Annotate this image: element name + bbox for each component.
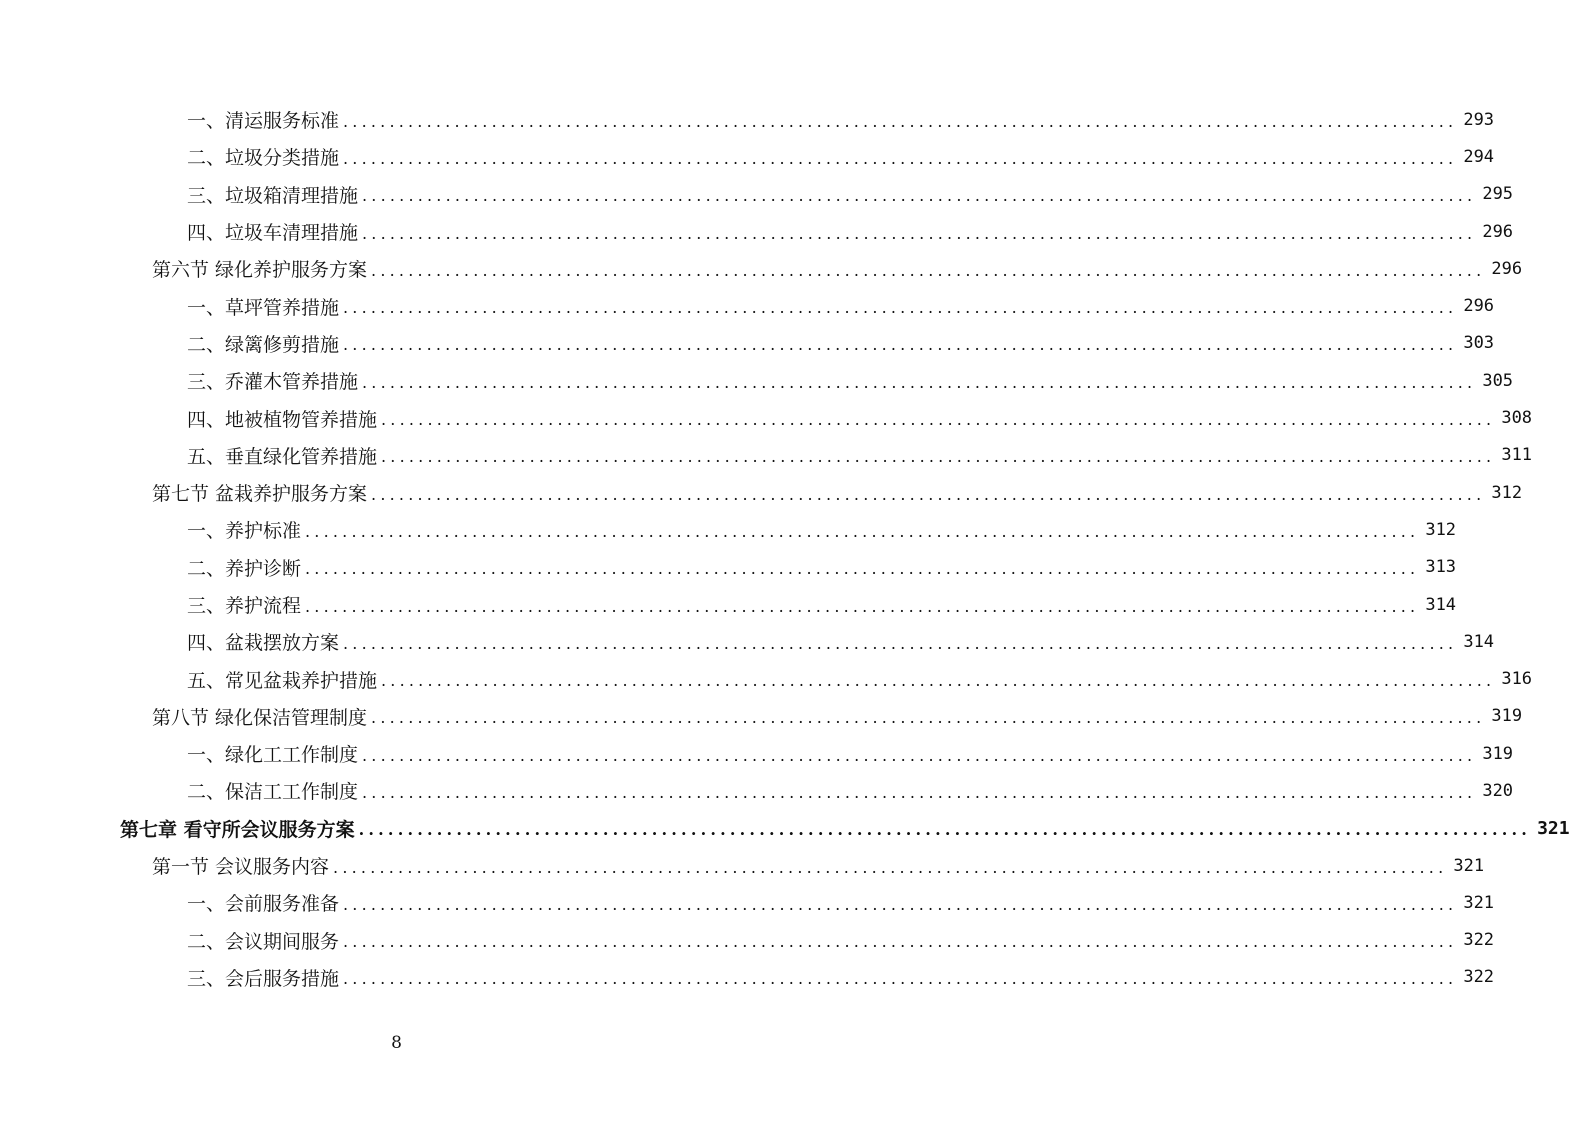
toc-entry-title: 第八节 绿化保洁管理制度 xyxy=(152,706,368,729)
toc-entry-page: 308 xyxy=(1501,408,1533,429)
toc-entry-title: 四、垃圾车清理措施 xyxy=(187,222,359,245)
toc-entry-title: 第七节 盆栽养护服务方案 xyxy=(152,483,368,506)
toc-entry-title: 三、会后服务措施 xyxy=(187,967,340,990)
toc-subsection-entry[interactable] xyxy=(0,287,1495,324)
toc-subsection-entry[interactable] xyxy=(0,735,1514,772)
toc-entry-title: 二、养护诊断 xyxy=(187,557,302,580)
toc-entry-title: 三、乔灌木管养措施 xyxy=(187,371,359,394)
toc-subsection-entry[interactable] xyxy=(0,623,1495,660)
toc-dot-leader: ........................................................................................................................ xyxy=(362,372,1477,392)
toc-entry-title: 一、清运服务标准 xyxy=(187,110,340,133)
toc-entry-title: 三、养护流程 xyxy=(187,595,302,617)
toc-dot-leader: ........................................................................................................................ xyxy=(371,484,1486,504)
toc-dot-leader: ........................................................................................................................ xyxy=(305,596,1420,616)
toc-entry-page: 313 xyxy=(1425,557,1457,578)
toc-entry-title: 二、垃圾分类措施 xyxy=(187,147,340,170)
toc-subsection-entry[interactable] xyxy=(0,922,1495,959)
toc-entry-title: 一、养护标准 xyxy=(187,520,302,543)
toc-dot-leader: ........................................................................................................................ xyxy=(381,447,1496,467)
toc-entry-page: 296 xyxy=(1463,296,1495,317)
toc-entry-page: 321 xyxy=(1453,855,1485,876)
toc-dot-leader: ........................................................................................................................ xyxy=(343,148,1458,168)
toc-dot-leader: ........................................................................................................................ xyxy=(343,335,1458,355)
toc-entry-page: 296 xyxy=(1491,258,1523,279)
toc-entry-title: 一、会前服务准备 xyxy=(187,893,340,916)
toc-subsection-entry[interactable] xyxy=(0,176,1514,213)
toc-subsection-entry[interactable] xyxy=(0,399,1533,436)
toc-subsection-entry[interactable] xyxy=(0,772,1514,809)
toc-entry-title: 三、垃圾箱清理措施 xyxy=(187,184,359,207)
toc-entry-page: 319 xyxy=(1482,743,1514,764)
toc-dot-leader: ........................................................................................................................ xyxy=(305,521,1420,541)
toc-entry-page: 312 xyxy=(1425,519,1457,540)
toc-dot-leader: ........................................................................................................................ xyxy=(343,298,1458,318)
toc-entry-title: 第七章 看守所会议服务方案 xyxy=(120,818,355,841)
toc-entry-title: 四、盆栽摆放方案 xyxy=(187,632,340,655)
toc-dot-leader: ........................................................................................................................ xyxy=(343,111,1458,131)
toc-entry-page: 319 xyxy=(1491,706,1523,727)
toc-dot-leader: ........................................................................................................................ xyxy=(381,410,1496,430)
toc-subsection-entry[interactable] xyxy=(0,101,1495,138)
toc-entry-title: 第六节 绿化养护服务方案 xyxy=(152,259,368,282)
toc-section-entry[interactable] xyxy=(0,847,1485,884)
toc-entry-page: 314 xyxy=(1425,594,1457,615)
toc-entry-page: 293 xyxy=(1463,109,1495,130)
toc-entry-title: 二、会议期间服务 xyxy=(187,930,340,953)
toc-subsection-entry[interactable] xyxy=(0,213,1514,250)
toc-entry-page: 295 xyxy=(1482,184,1514,205)
toc-entry-page: 294 xyxy=(1463,146,1495,167)
toc-entry-title: 二、绿篱修剪措施 xyxy=(187,333,340,356)
toc-subsection-entry[interactable] xyxy=(0,586,1457,623)
toc-subsection-entry[interactable] xyxy=(0,138,1495,175)
page-number: 8 xyxy=(391,1033,402,1053)
toc-entry-page: 316 xyxy=(1501,669,1533,690)
toc-dot-leader: ........................................................................................................................ xyxy=(362,782,1477,802)
toc-subsection-entry[interactable] xyxy=(0,660,1533,697)
toc-entry-title: 四、地被植物管养措施 xyxy=(187,408,378,431)
toc-dot-leader: ........................................................................................................................ xyxy=(343,969,1458,989)
toc-entry-title: 五、垂直绿化管养措施 xyxy=(187,445,378,468)
toc-entry-title: 一、绿化工工作制度 xyxy=(187,744,359,767)
toc-entry-title: 五、常见盆栽养护措施 xyxy=(187,669,378,692)
toc-dot-leader: ........................................................................................................................ xyxy=(343,894,1458,914)
toc-entry-title: 二、保洁工工作制度 xyxy=(187,781,359,804)
toc-dot-leader: ........................................................................................................................ xyxy=(362,223,1477,243)
toc-dot-leader: ........................................................................................................................ xyxy=(371,708,1486,728)
toc-dot-leader: ........................................................................................................................ xyxy=(343,932,1458,952)
toc-entry-page: 296 xyxy=(1482,221,1514,242)
toc-entry-title: 一、草坪管养措施 xyxy=(187,296,340,319)
toc-section-entry[interactable] xyxy=(0,250,1523,287)
toc-entry-page: 320 xyxy=(1482,780,1514,801)
toc-dot-leader: ........................................................................................................................ xyxy=(305,559,1420,579)
toc-entry-page: 321 xyxy=(1463,892,1495,913)
toc-subsection-entry[interactable] xyxy=(0,959,1495,996)
toc-dot-leader: ........................................................................................................................ xyxy=(371,260,1486,280)
toc-entry-page: 305 xyxy=(1482,370,1514,391)
toc-subsection-entry[interactable] xyxy=(0,511,1457,548)
toc-subsection-entry[interactable] xyxy=(0,437,1533,474)
toc-entry-page: 312 xyxy=(1491,482,1523,503)
toc-subsection-entry[interactable] xyxy=(0,549,1457,586)
toc-chapter-entry[interactable] xyxy=(0,810,1570,847)
toc-dot-leader: ........................................................................................................................ xyxy=(381,671,1496,691)
toc-dot-leader: ........................................................................................................................ xyxy=(343,633,1458,653)
toc-entry-page: 322 xyxy=(1463,967,1495,988)
toc-dot-leader: ........................................................................................................................ xyxy=(358,820,1532,840)
toc-subsection-entry[interactable] xyxy=(0,325,1495,362)
toc-entry-page: 314 xyxy=(1463,631,1495,652)
toc-dot-leader: ........................................................................................................................ xyxy=(362,745,1477,765)
toc-dot-leader: ........................................................................................................................ xyxy=(333,857,1448,877)
toc-section-entry[interactable] xyxy=(0,474,1523,511)
toc-entry-page: 303 xyxy=(1463,333,1495,354)
table-of-contents xyxy=(0,101,1570,996)
toc-entry-page: 322 xyxy=(1463,930,1495,951)
toc-section-entry[interactable] xyxy=(0,698,1523,735)
toc-entry-page: 311 xyxy=(1501,445,1533,466)
toc-entry-title: 第一节 会议服务内容 xyxy=(152,856,330,879)
toc-dot-leader: ........................................................................................................................ xyxy=(362,186,1477,206)
toc-subsection-entry[interactable] xyxy=(0,362,1514,399)
toc-subsection-entry[interactable] xyxy=(0,884,1495,921)
toc-entry-page: 321 xyxy=(1537,817,1570,839)
